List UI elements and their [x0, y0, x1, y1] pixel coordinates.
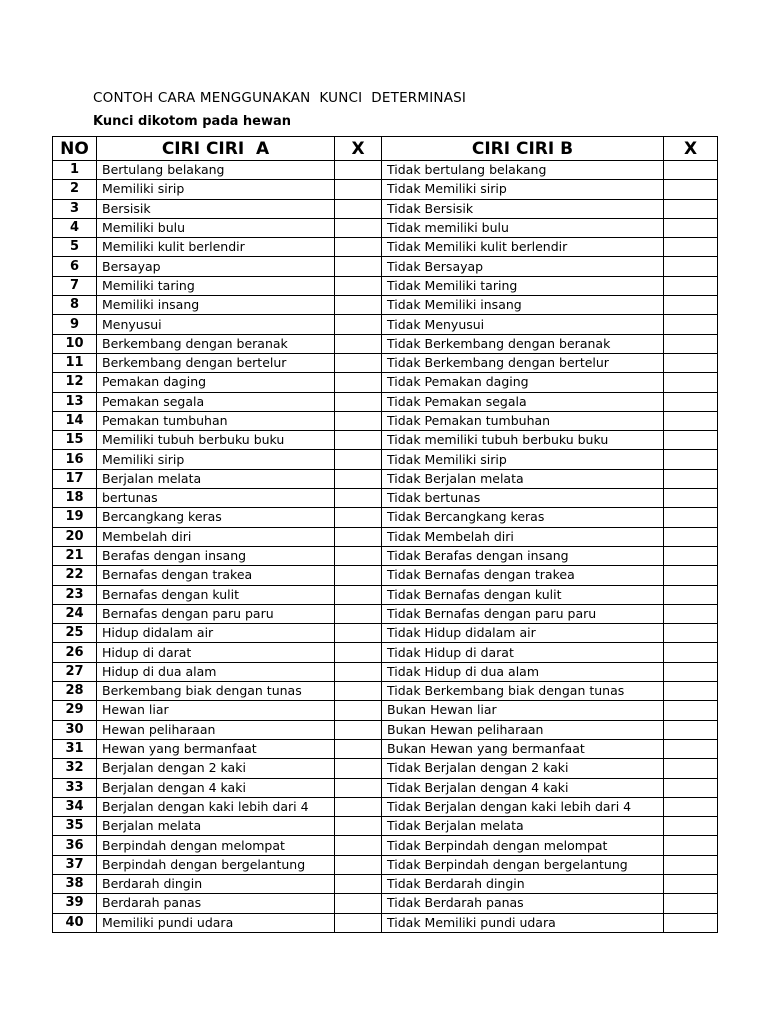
mark-a-cell: [335, 218, 382, 237]
mark-b-cell: [664, 624, 718, 643]
mark-a-cell: [335, 450, 382, 469]
table-row: [53, 469, 718, 488]
ciri-a-cell: Memiliki tubuh berbuku buku: [97, 431, 335, 450]
ciri-b-cell: Tidak Berdarah panas: [382, 894, 664, 913]
mark-a-cell: [335, 701, 382, 720]
document-subtitle: Kunci dikotom pada hewan: [93, 114, 292, 129]
table-row: [53, 489, 718, 508]
mark-a-cell: [335, 836, 382, 855]
table-row: [53, 546, 718, 565]
ciri-b-cell: Tidak Hidup didalam air: [382, 624, 664, 643]
table-row: [53, 218, 718, 237]
ciri-b-cell: Tidak Berjalan melata: [382, 469, 664, 488]
mark-b-cell: [664, 817, 718, 836]
row-number: 33: [53, 778, 97, 797]
mark-b-cell: [664, 643, 718, 662]
mark-b-cell: [664, 797, 718, 816]
mark-b-cell: [664, 585, 718, 604]
ciri-b-cell: Tidak Bersisik: [382, 199, 664, 218]
ciri-a-cell: Pemakan daging: [97, 373, 335, 392]
ciri-a-cell: bertunas: [97, 489, 335, 508]
mark-b-cell: [664, 296, 718, 315]
mark-b-cell: [664, 411, 718, 430]
ciri-a-cell: Berkembang biak dengan tunas: [97, 682, 335, 701]
mark-a-cell: [335, 238, 382, 257]
header-x-a: X: [335, 137, 382, 161]
ciri-a-cell: Memiliki taring: [97, 276, 335, 295]
ciri-b-cell: Tidak Berjalan dengan kaki lebih dari 4: [382, 797, 664, 816]
mark-b-cell: [664, 604, 718, 623]
row-number: 12: [53, 373, 97, 392]
mark-a-cell: [335, 199, 382, 218]
ciri-a-cell: Pemakan tumbuhan: [97, 411, 335, 430]
ciri-a-cell: Berkembang dengan bertelur: [97, 353, 335, 372]
mark-a-cell: [335, 276, 382, 295]
mark-b-cell: [664, 257, 718, 276]
mark-a-cell: [335, 334, 382, 353]
row-number: 30: [53, 720, 97, 739]
mark-b-cell: [664, 469, 718, 488]
ciri-a-cell: Berjalan melata: [97, 817, 335, 836]
row-number: 11: [53, 353, 97, 372]
table-row: [53, 296, 718, 315]
ciri-a-cell: Bernafas dengan trakea: [97, 566, 335, 585]
ciri-a-cell: Hewan peliharaan: [97, 720, 335, 739]
row-number: 22: [53, 566, 97, 585]
row-number: 7: [53, 276, 97, 295]
mark-a-cell: [335, 296, 382, 315]
mark-a-cell: [335, 662, 382, 681]
table-row: [53, 257, 718, 276]
ciri-a-cell: Memiliki kulit berlendir: [97, 238, 335, 257]
mark-a-cell: [335, 566, 382, 585]
row-number: 19: [53, 508, 97, 527]
mark-b-cell: [664, 334, 718, 353]
table-row: [53, 238, 718, 257]
row-number: 18: [53, 489, 97, 508]
mark-a-cell: [335, 257, 382, 276]
table-row: [53, 874, 718, 893]
ciri-b-cell: Tidak memiliki bulu: [382, 218, 664, 237]
table-row: [53, 624, 718, 643]
row-number: 34: [53, 797, 97, 816]
table-row: [53, 836, 718, 855]
table-row: [53, 199, 718, 218]
table-row: [53, 778, 718, 797]
ciri-b-cell: Tidak Bernafas dengan paru paru: [382, 604, 664, 623]
table-row: [53, 431, 718, 450]
mark-a-cell: [335, 894, 382, 913]
mark-b-cell: [664, 546, 718, 565]
ciri-b-cell: Tidak Berkembang dengan bertelur: [382, 353, 664, 372]
row-number: 36: [53, 836, 97, 855]
ciri-a-cell: Berkembang dengan beranak: [97, 334, 335, 353]
header-ciri-a: CIRI CIRI A: [97, 137, 335, 161]
mark-b-cell: [664, 276, 718, 295]
mark-a-cell: [335, 353, 382, 372]
ciri-b-cell: Tidak Bernafas dengan kulit: [382, 585, 664, 604]
ciri-a-cell: Memiliki sirip: [97, 180, 335, 199]
ciri-a-cell: Memiliki insang: [97, 296, 335, 315]
mark-a-cell: [335, 778, 382, 797]
mark-a-cell: [335, 180, 382, 199]
ciri-a-cell: Memiliki pundi udara: [97, 913, 335, 932]
mark-b-cell: [664, 720, 718, 739]
ciri-a-cell: Bersisik: [97, 199, 335, 218]
mark-a-cell: [335, 431, 382, 450]
mark-a-cell: [335, 624, 382, 643]
ciri-a-cell: Menyusui: [97, 315, 335, 334]
ciri-b-cell: Tidak Berdarah dingin: [382, 874, 664, 893]
table-row: [53, 276, 718, 295]
ciri-a-cell: Berdarah panas: [97, 894, 335, 913]
mark-b-cell: [664, 739, 718, 758]
ciri-a-cell: Hewan yang bermanfaat: [97, 739, 335, 758]
row-number: 20: [53, 527, 97, 546]
table-row: [53, 180, 718, 199]
row-number: 17: [53, 469, 97, 488]
header-x-b: X: [664, 137, 718, 161]
table-row: [53, 585, 718, 604]
ciri-a-cell: Berdarah dingin: [97, 874, 335, 893]
row-number: 9: [53, 315, 97, 334]
row-number: 14: [53, 411, 97, 430]
table-row: [53, 682, 718, 701]
row-number: 37: [53, 855, 97, 874]
row-number: 5: [53, 238, 97, 257]
ciri-b-cell: Bukan Hewan yang bermanfaat: [382, 739, 664, 758]
mark-b-cell: [664, 527, 718, 546]
mark-a-cell: [335, 604, 382, 623]
table-row: [53, 334, 718, 353]
table-row: [53, 855, 718, 874]
row-number: 39: [53, 894, 97, 913]
header-no: NO: [53, 137, 97, 161]
ciri-a-cell: Pemakan segala: [97, 392, 335, 411]
ciri-a-cell: Hidup didalam air: [97, 624, 335, 643]
mark-a-cell: [335, 392, 382, 411]
row-number: 6: [53, 257, 97, 276]
mark-b-cell: [664, 373, 718, 392]
mark-a-cell: [335, 411, 382, 430]
mark-a-cell: [335, 643, 382, 662]
table-row: [53, 315, 718, 334]
mark-a-cell: [335, 315, 382, 334]
mark-b-cell: [664, 701, 718, 720]
row-number: 21: [53, 546, 97, 565]
mark-a-cell: [335, 508, 382, 527]
mark-b-cell: [664, 662, 718, 681]
row-number: 8: [53, 296, 97, 315]
ciri-a-cell: Bercangkang keras: [97, 508, 335, 527]
ciri-b-cell: Tidak Berjalan dengan 4 kaki: [382, 778, 664, 797]
ciri-a-cell: Membelah diri: [97, 527, 335, 546]
mark-b-cell: [664, 759, 718, 778]
mark-b-cell: [664, 913, 718, 932]
mark-a-cell: [335, 546, 382, 565]
ciri-b-cell: Tidak Berkembang biak dengan tunas: [382, 682, 664, 701]
ciri-b-cell: Tidak Membelah diri: [382, 527, 664, 546]
mark-b-cell: [664, 353, 718, 372]
ciri-b-cell: Tidak Berkembang dengan beranak: [382, 334, 664, 353]
mark-b-cell: [664, 392, 718, 411]
table-row: [53, 353, 718, 372]
ciri-a-cell: Memiliki bulu: [97, 218, 335, 237]
mark-a-cell: [335, 913, 382, 932]
ciri-a-cell: Berafas dengan insang: [97, 546, 335, 565]
mark-b-cell: [664, 508, 718, 527]
mark-a-cell: [335, 682, 382, 701]
ciri-b-cell: Tidak Memiliki pundi udara: [382, 913, 664, 932]
mark-a-cell: [335, 739, 382, 758]
row-number: 24: [53, 604, 97, 623]
ciri-b-cell: Tidak memiliki tubuh berbuku buku: [382, 431, 664, 450]
mark-a-cell: [335, 720, 382, 739]
mark-a-cell: [335, 855, 382, 874]
ciri-a-cell: Bernafas dengan paru paru: [97, 604, 335, 623]
mark-a-cell: [335, 469, 382, 488]
row-number: 4: [53, 218, 97, 237]
table-header-row: [53, 137, 718, 161]
row-number: 16: [53, 450, 97, 469]
ciri-a-cell: Bersayap: [97, 257, 335, 276]
ciri-b-cell: Tidak Berjalan melata: [382, 817, 664, 836]
row-number: 38: [53, 874, 97, 893]
table-row: [53, 373, 718, 392]
ciri-b-cell: Tidak Pemakan daging: [382, 373, 664, 392]
row-number: 3: [53, 199, 97, 218]
row-number: 25: [53, 624, 97, 643]
row-number: 10: [53, 334, 97, 353]
ciri-b-cell: Tidak Memiliki taring: [382, 276, 664, 295]
mark-b-cell: [664, 566, 718, 585]
ciri-a-cell: Hewan liar: [97, 701, 335, 720]
mark-b-cell: [664, 874, 718, 893]
row-number: 27: [53, 662, 97, 681]
ciri-b-cell: Tidak Bernafas dengan trakea: [382, 566, 664, 585]
ciri-b-cell: Tidak Memiliki sirip: [382, 180, 664, 199]
row-number: 31: [53, 739, 97, 758]
ciri-b-cell: Tidak Memiliki kulit berlendir: [382, 238, 664, 257]
ciri-a-cell: Berjalan melata: [97, 469, 335, 488]
ciri-a-cell: Hidup di dua alam: [97, 662, 335, 681]
table-row: [53, 508, 718, 527]
mark-b-cell: [664, 489, 718, 508]
mark-a-cell: [335, 527, 382, 546]
ciri-b-cell: Tidak Menyusui: [382, 315, 664, 334]
table-row: [53, 817, 718, 836]
determination-key-table: [52, 136, 718, 933]
row-number: 23: [53, 585, 97, 604]
table-row: [53, 913, 718, 932]
table-row: [53, 894, 718, 913]
table-row: [53, 392, 718, 411]
table-row: [53, 161, 718, 180]
row-number: 40: [53, 913, 97, 932]
ciri-b-cell: Tidak Bercangkang keras: [382, 508, 664, 527]
row-number: 1: [53, 161, 97, 180]
mark-b-cell: [664, 431, 718, 450]
ciri-b-cell: Tidak Bersayap: [382, 257, 664, 276]
table-row: [53, 797, 718, 816]
mark-b-cell: [664, 199, 718, 218]
ciri-a-cell: Berjalan dengan 2 kaki: [97, 759, 335, 778]
ciri-b-cell: Tidak Berafas dengan insang: [382, 546, 664, 565]
row-number: 29: [53, 701, 97, 720]
ciri-b-cell: Tidak Berpindah dengan melompat: [382, 836, 664, 855]
mark-a-cell: [335, 817, 382, 836]
ciri-a-cell: Berjalan dengan 4 kaki: [97, 778, 335, 797]
row-number: 13: [53, 392, 97, 411]
ciri-b-cell: Tidak Pemakan tumbuhan: [382, 411, 664, 430]
ciri-a-cell: Berjalan dengan kaki lebih dari 4: [97, 797, 335, 816]
mark-b-cell: [664, 894, 718, 913]
ciri-a-cell: Hidup di darat: [97, 643, 335, 662]
mark-b-cell: [664, 218, 718, 237]
mark-b-cell: [664, 238, 718, 257]
row-number: 26: [53, 643, 97, 662]
document-title: CONTOH CARA MENGGUNAKAN KUNCI DETERMINASI: [93, 90, 467, 106]
ciri-a-cell: Bertulang belakang: [97, 161, 335, 180]
ciri-b-cell: Tidak bertulang belakang: [382, 161, 664, 180]
ciri-b-cell: Tidak Berpindah dengan bergelantung: [382, 855, 664, 874]
table-row: [53, 566, 718, 585]
table-row: [53, 701, 718, 720]
mark-a-cell: [335, 585, 382, 604]
table-row: [53, 739, 718, 758]
ciri-b-cell: Tidak Memiliki sirip: [382, 450, 664, 469]
table-row: [53, 643, 718, 662]
mark-a-cell: [335, 874, 382, 893]
mark-a-cell: [335, 489, 382, 508]
ciri-b-cell: Bukan Hewan liar: [382, 701, 664, 720]
ciri-b-cell: Tidak Pemakan segala: [382, 392, 664, 411]
table-row: [53, 604, 718, 623]
mark-a-cell: [335, 759, 382, 778]
table-row: [53, 411, 718, 430]
mark-b-cell: [664, 778, 718, 797]
ciri-b-cell: Tidak Memiliki insang: [382, 296, 664, 315]
ciri-a-cell: Bernafas dengan kulit: [97, 585, 335, 604]
mark-b-cell: [664, 161, 718, 180]
mark-b-cell: [664, 180, 718, 199]
table-row: [53, 759, 718, 778]
row-number: 28: [53, 682, 97, 701]
row-number: 35: [53, 817, 97, 836]
table-row: [53, 527, 718, 546]
row-number: 15: [53, 431, 97, 450]
table-body: [53, 161, 718, 933]
ciri-b-cell: Bukan Hewan peliharaan: [382, 720, 664, 739]
mark-a-cell: [335, 161, 382, 180]
mark-b-cell: [664, 682, 718, 701]
mark-a-cell: [335, 373, 382, 392]
mark-b-cell: [664, 315, 718, 334]
mark-b-cell: [664, 836, 718, 855]
ciri-a-cell: Memiliki sirip: [97, 450, 335, 469]
row-number: 2: [53, 180, 97, 199]
row-number: 32: [53, 759, 97, 778]
mark-a-cell: [335, 797, 382, 816]
table-row: [53, 662, 718, 681]
ciri-b-cell: Tidak Berjalan dengan 2 kaki: [382, 759, 664, 778]
ciri-b-cell: Tidak Hidup di darat: [382, 643, 664, 662]
mark-b-cell: [664, 450, 718, 469]
ciri-a-cell: Berpindah dengan melompat: [97, 836, 335, 855]
ciri-a-cell: Berpindah dengan bergelantung: [97, 855, 335, 874]
ciri-b-cell: Tidak Hidup di dua alam: [382, 662, 664, 681]
mark-b-cell: [664, 855, 718, 874]
header-ciri-b: CIRI CIRI B: [382, 137, 664, 161]
table-row: [53, 450, 718, 469]
table-row: [53, 720, 718, 739]
ciri-b-cell: Tidak bertunas: [382, 489, 664, 508]
